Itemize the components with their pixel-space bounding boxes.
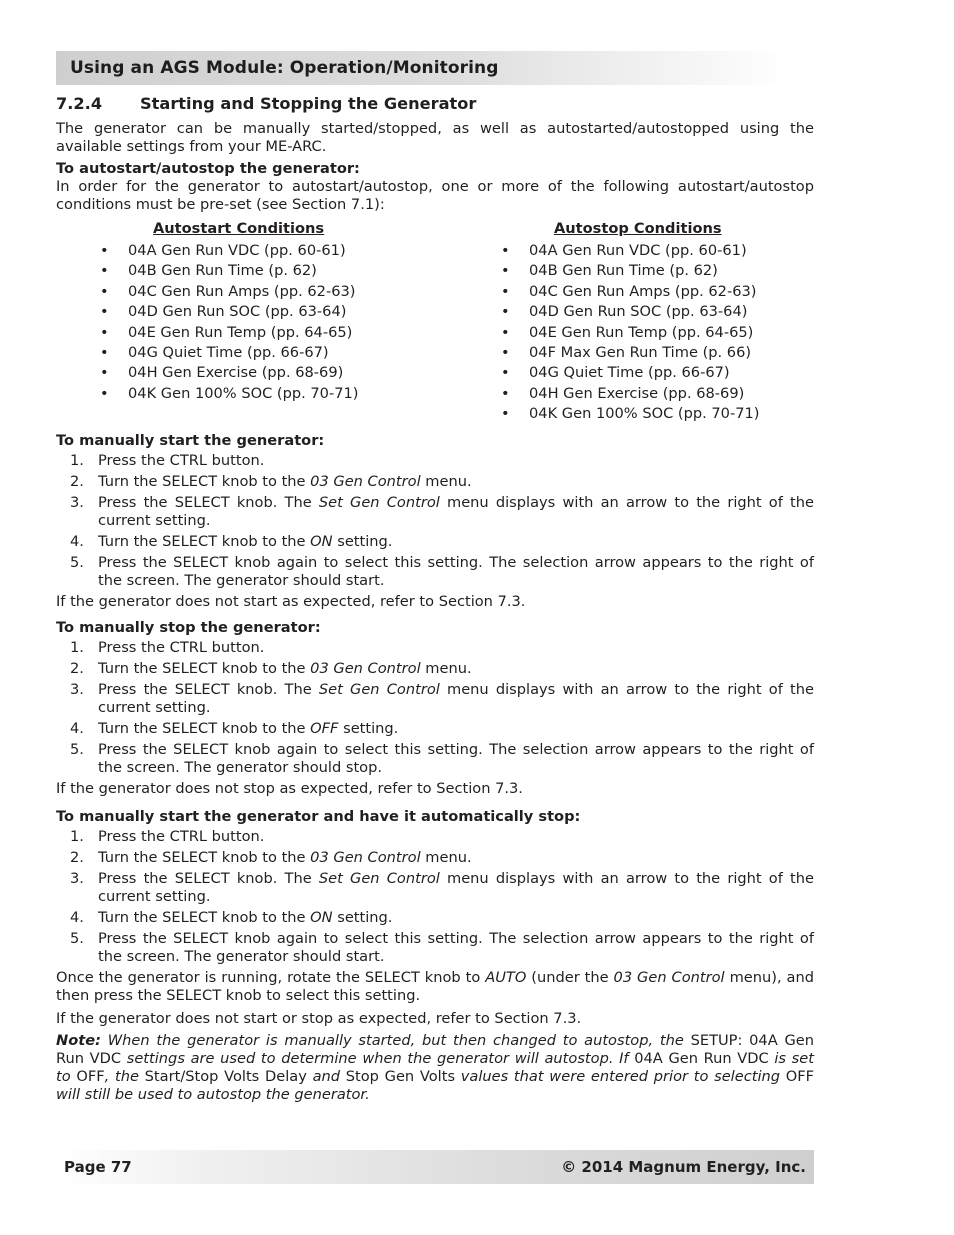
note-label: Note: xyxy=(56,1032,101,1049)
autostop-conditions-list xyxy=(501,241,821,425)
autostop-conditions-title: Autostop Conditions xyxy=(554,220,722,237)
setting-name: ON xyxy=(310,533,333,550)
manual-auto-steps xyxy=(56,828,814,966)
list-item: • 04E Gen Run Temp (pp. 64-65) xyxy=(501,323,821,343)
paragraph-text: Once the generator is running, rotate the SELECT knob to xyxy=(56,969,486,986)
step-number: 4. xyxy=(70,909,84,926)
list-item xyxy=(56,533,814,551)
list-item xyxy=(56,828,814,846)
list-item xyxy=(56,660,814,678)
list-item xyxy=(56,681,814,717)
list-item: • 04C Gen Run Amps (pp. 62-63) xyxy=(501,282,821,302)
setting-name: OFF xyxy=(310,720,339,737)
step-text: menu displays with an arrow to the right of the current setting. xyxy=(98,681,815,716)
step-text: Press the CTRL button. xyxy=(98,452,265,469)
section-heading xyxy=(56,94,814,114)
menu-name: 03 Gen Control xyxy=(310,473,421,490)
step-number: 4. xyxy=(70,720,84,737)
section-title: Starting and Stopping the Generator xyxy=(140,94,477,113)
list-item: • 04K Gen 100% SOC (pp. 70-71) xyxy=(501,404,821,424)
note-setting: OFF xyxy=(785,1068,815,1085)
step-number: 2. xyxy=(70,660,84,677)
step-number: 5. xyxy=(70,930,84,947)
list-item xyxy=(56,930,814,966)
step-number: 2. xyxy=(70,473,84,490)
list-item xyxy=(56,741,814,777)
manual-start-note: If the generator does not start as expected, refer to Section 7.3. xyxy=(56,593,526,610)
note-setting: 04A Gen Run VDC xyxy=(634,1050,769,1067)
note-setting: OFF xyxy=(76,1068,105,1085)
manual-stop-steps xyxy=(56,639,814,777)
manual-start-steps xyxy=(56,452,814,590)
copyright-text: © 2014 Magnum Energy, Inc. xyxy=(561,1158,806,1176)
step-text: Turn the SELECT knob to the xyxy=(98,473,311,490)
step-text: menu. xyxy=(420,660,472,677)
setting-name: ON xyxy=(310,909,333,926)
note-setting: Stop Gen Volts xyxy=(345,1068,456,1085)
step-text: setting. xyxy=(338,720,399,737)
list-item: • 04G Quiet Time (pp. 66-67) xyxy=(501,363,821,383)
note-text: is set to xyxy=(56,1050,814,1085)
autostart-conditions-list xyxy=(100,241,460,404)
step-text: Turn the SELECT knob to the xyxy=(98,909,311,926)
step-text: menu. xyxy=(420,849,472,866)
autostart-paragraph: In order for the generator to autostart/autostop, one or more of the following autostart/autostop conditions must be pre-set (see Section 7.1): xyxy=(56,178,814,213)
list-item xyxy=(56,870,814,906)
step-text: Turn the SELECT knob to the xyxy=(98,660,311,677)
manual-stop-note: If the generator does not stop as expected, refer to Section 7.3. xyxy=(56,780,523,797)
menu-name: Set Gen Control xyxy=(318,494,440,511)
list-item: • 04F Max Gen Run Time (p. 66) xyxy=(501,343,821,363)
list-item: • 04K Gen 100% SOC (pp. 70-71) xyxy=(100,384,460,404)
section-number: 7.2.4 xyxy=(56,94,103,113)
list-item: • 04C Gen Run Amps (pp. 62-63) xyxy=(100,282,460,302)
menu-name: Set Gen Control xyxy=(318,681,440,698)
menu-name: 03 Gen Control xyxy=(613,969,725,986)
step-number: 1. xyxy=(70,828,84,845)
page-content xyxy=(56,94,814,1104)
step-number: 3. xyxy=(70,494,84,511)
autostart-heading: To autostart/autostop the generator: xyxy=(56,160,360,177)
setting-name: AUTO xyxy=(485,969,527,986)
manual-auto-heading: To manually start the generator and have it automatically stop: xyxy=(56,808,581,825)
step-number: 4. xyxy=(70,533,84,550)
intro-paragraph: The generator can be manually started/stopped, as well as autostarted/autostopped using the available settings from your ME-ARC. xyxy=(56,120,814,155)
page-footer-bar xyxy=(56,1150,814,1184)
list-item: • 04D Gen Run SOC (pp. 63-64) xyxy=(501,302,821,322)
step-number: 3. xyxy=(70,681,84,698)
step-text: menu displays with an arrow to the right of the current setting. xyxy=(98,494,815,529)
list-item xyxy=(56,473,814,491)
step-text: Press the SELECT knob. The xyxy=(98,494,319,511)
manual-start-heading: To manually start the generator: xyxy=(56,432,325,449)
conditions-columns xyxy=(56,220,814,432)
note-text: values that were entered prior to selecting xyxy=(455,1068,786,1085)
list-item xyxy=(56,720,814,738)
list-item xyxy=(56,849,814,867)
list-item xyxy=(56,494,814,530)
list-item: • 04H Gen Exercise (pp. 68-69) xyxy=(501,384,821,404)
list-item xyxy=(56,554,814,590)
note-text: When the generator is manually started, but then changed to autostop, the xyxy=(100,1032,691,1049)
list-item: • 04G Quiet Time (pp. 66-67) xyxy=(100,343,460,363)
step-text: menu. xyxy=(420,473,472,490)
step-text: Press the SELECT knob again to select this setting. The selection arrow appears to the right of the screen. The generator should start. xyxy=(98,554,814,589)
step-number: 5. xyxy=(70,554,84,571)
manual-auto-note: If the generator does not start or stop as expected, refer to Section 7.3. xyxy=(56,1010,582,1027)
list-item xyxy=(56,452,814,470)
manual-stop-heading: To manually stop the generator: xyxy=(56,619,321,636)
list-item xyxy=(56,639,814,657)
autostop-conditions xyxy=(501,220,821,425)
step-text: Turn the SELECT knob to the xyxy=(98,533,311,550)
step-text: setting. xyxy=(332,533,393,550)
list-item: • 04A Gen Run VDC (pp. 60-61) xyxy=(501,241,821,261)
list-item: • 04B Gen Run Time (p. 62) xyxy=(501,261,821,281)
step-text: Press the SELECT knob again to select this setting. The selection arrow appears to the right of the screen. The generator should start. xyxy=(98,930,814,965)
menu-name: 03 Gen Control xyxy=(310,660,421,677)
list-item: • 04D Gen Run SOC (pp. 63-64) xyxy=(100,302,460,322)
autostart-conditions-title: Autostart Conditions xyxy=(153,220,325,237)
list-item: • 04H Gen Exercise (pp. 68-69) xyxy=(100,363,460,383)
list-item: • 04A Gen Run VDC (pp. 60-61) xyxy=(100,241,460,261)
note-text: , the xyxy=(104,1068,145,1085)
page-number: Page 77 xyxy=(64,1158,132,1176)
step-text: Turn the SELECT knob to the xyxy=(98,720,311,737)
paragraph-text: (under the xyxy=(526,969,614,986)
list-item xyxy=(56,909,814,927)
page-header-title: Using an AGS Module: Operation/Monitoring xyxy=(70,58,499,78)
note-block xyxy=(56,1032,814,1104)
note-setting: SETUP: 04A Gen Run VDC xyxy=(56,1032,814,1067)
step-number: 2. xyxy=(70,849,84,866)
step-number: 1. xyxy=(70,452,84,469)
page-header-bar xyxy=(56,51,788,85)
step-text: Press the CTRL button. xyxy=(98,828,265,845)
autostart-conditions xyxy=(100,220,460,404)
note-text: and xyxy=(306,1068,346,1085)
manual-auto-once-paragraph xyxy=(56,969,814,1005)
step-text: Press the SELECT knob. The xyxy=(98,681,319,698)
step-text: Press the SELECT knob. The xyxy=(98,870,319,887)
note-text: settings are used to determine when the generator will autostop. If xyxy=(121,1050,635,1067)
step-text: Turn the SELECT knob to the xyxy=(98,849,311,866)
step-text: setting. xyxy=(332,909,393,926)
note-setting: Start/Stop Volts Delay xyxy=(144,1068,307,1085)
list-item: • 04B Gen Run Time (p. 62) xyxy=(100,261,460,281)
step-text: menu displays with an arrow to the right of the current setting. xyxy=(98,870,815,905)
list-item: • 04E Gen Run Temp (pp. 64-65) xyxy=(100,323,460,343)
menu-name: Set Gen Control xyxy=(318,870,440,887)
menu-name: 03 Gen Control xyxy=(310,849,421,866)
paragraph-text: menu), and then press the SELECT knob to select this setting. xyxy=(56,969,814,1004)
note-text: will still be used to autostop the generator. xyxy=(56,1086,370,1103)
step-number: 3. xyxy=(70,870,84,887)
step-text: Press the SELECT knob again to select this setting. The selection arrow appears to the right of the screen. The generator should stop. xyxy=(98,741,814,776)
step-number: 5. xyxy=(70,741,84,758)
step-text: Press the CTRL button. xyxy=(98,639,265,656)
step-number: 1. xyxy=(70,639,84,656)
